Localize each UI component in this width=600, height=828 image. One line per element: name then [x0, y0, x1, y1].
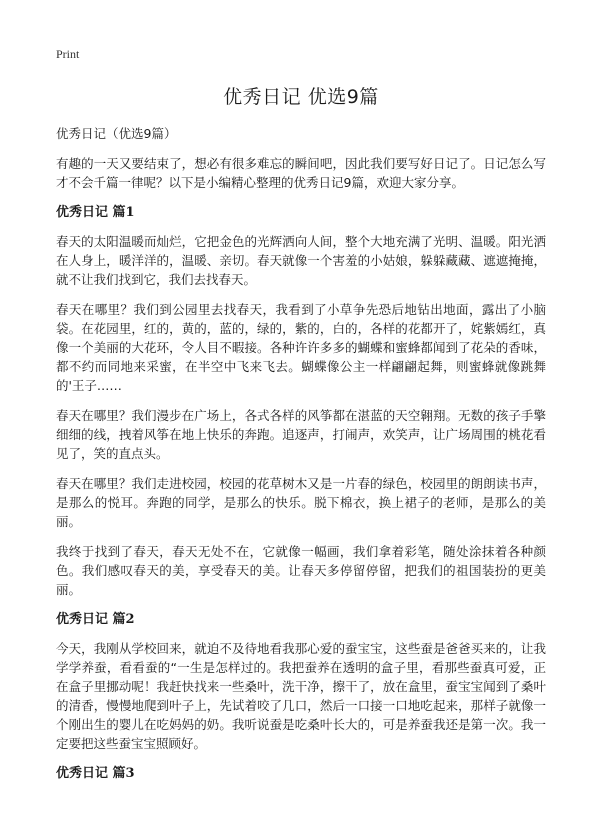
document-title: 优秀日记 优选9篇	[223, 86, 379, 108]
section-1-paragraph-3: 春天在哪里？我们漫步在广场上，各式各样的风筝都在湛蓝的天空翱翔。无数的孩子手擎细细的线，拽着风筝在地上快乐的奔跑。追逐声，打闹声，欢笑声，让广场周围的桃花看见了，笑的直点头。	[56, 408, 546, 461]
section-1-paragraph-5: 我终于找到了春天，春天无处不在，它就像一幅画，我们拿着彩笔，随处涂抹着各种颜色。我们感叹春天的美，享受春天的美。让春天多停留停留，把我们的祖国装扮的更美丽。	[56, 544, 546, 597]
document-page	[56, 46, 546, 793]
section-1-paragraph-4: 春天在哪里？我们走进校园，校园的花草树木又是一片春的绿色，校园里的朗朗读书声，是那么的悦耳。奔跑的同学，是那么的快乐。脱下棉衣，换上裙子的老师，是那么的美丽。	[56, 476, 546, 529]
section-1-paragraph-1: 春天的太阳温暖而灿烂，它把金色的光辉洒向人间，整个大地充满了光明、温暖。阳光洒在人身上，暖洋洋的，温暖、亲切。春天就像一个害羞的小姑娘，躲躲藏藏、遮遮掩掩，就不让我们找到它，我们去找春天。	[56, 234, 546, 287]
section-2-paragraph-1: 今天，我刚从学校回来，就迫不及待地看我那心爱的蚕宝宝，这些蚕是爸爸买来的，让我学学养蚕，看看蚕的“一生是怎样过的。我把蚕养在透明的盒子里，看那些蚕真可爱，正在盒子里挪动呢！我赶快找来一些桑叶，洗干净，擦干了，放在盒里，蚕宝宝闻到了桑叶的清香，慢慢地爬到叶子上，先试着咬了几口，然后一口接一口地吃起来，那样子就像一个刚出生的婴儿在吃妈妈的奶。我听说蚕是吃桑叶长大的，可是养蚕我还是第一次。我一定要把这些蚕宝宝照顾好。	[56, 641, 546, 751]
intro-paragraph: 有趣的一天又要结束了，想必有很多难忘的瞬间吧，因此我们要写好日记了。日记怎么写才不会千篇一律呢？以下是小编精心整理的优秀日记9篇，欢迎大家分享。	[56, 156, 546, 190]
document-subtitle: 优秀日记（优选9篇）	[56, 126, 177, 141]
section-heading-2: 优秀日记 篇2	[56, 612, 135, 627]
section-heading-1: 优秀日记 篇1	[56, 205, 135, 220]
print-label: Print	[56, 47, 80, 61]
section-heading-3: 优秀日记 篇3	[56, 766, 135, 781]
section-1-paragraph-2: 春天在哪里？我们到公园里去找春天，我看到了小草争先恐后地钻出地面，露出了小脑袋。在花园里，红的，黄的，蓝的，绿的，紫的，白的，各样的花都开了，姹紫嫣红，真像一个美丽的大花环，令人目不暇接。各种许许多多的蝴蝶和蜜蜂都闻到了花朵的香味，都不约而同地来采蜜，在半空中飞来飞去。蝴蝶像公主一样翩翩起舞，则蜜蜂就像跳舞的'王子……	[56, 302, 546, 393]
